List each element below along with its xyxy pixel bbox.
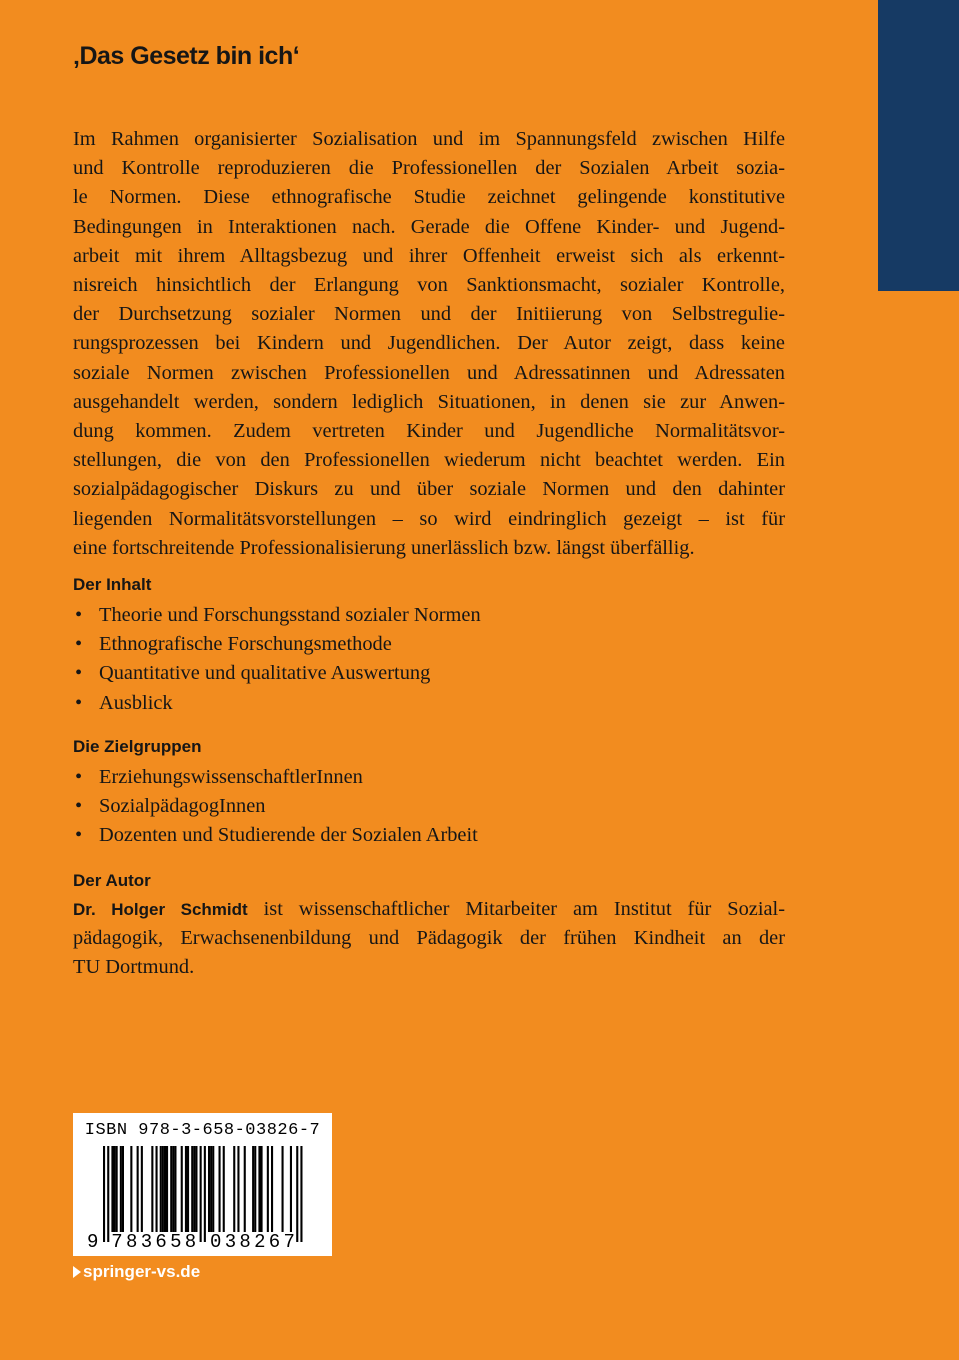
bullet-icon: • xyxy=(75,633,83,656)
barcode-bar xyxy=(114,1146,116,1232)
barcode-bar xyxy=(141,1146,143,1232)
barcode-bar xyxy=(252,1146,254,1232)
ean-digit: 6 xyxy=(268,1231,281,1253)
blue-corner-band xyxy=(878,0,959,291)
bullet-item xyxy=(73,763,478,792)
barcode-bar xyxy=(237,1146,239,1232)
bullet-text: Ausblick xyxy=(99,691,173,714)
barcode-bar xyxy=(174,1146,176,1232)
barcode-bar xyxy=(195,1146,197,1232)
ean-digit: 3 xyxy=(224,1231,237,1253)
barcode-bar xyxy=(219,1146,221,1232)
barcode-bar xyxy=(300,1146,302,1242)
author-heading: Der Autor xyxy=(73,871,151,890)
isbn-label: ISBN 978-3-658-03826-7 xyxy=(84,1121,321,1140)
barcode-bar xyxy=(181,1146,183,1232)
isbn-barcode xyxy=(73,1113,332,1256)
barcode-bar xyxy=(193,1146,195,1232)
abstract-line: stellungen, die von den Professionellen wiederum nicht beachtet werden. Ein xyxy=(73,449,785,472)
barcode-bar xyxy=(187,1146,189,1232)
abstract-line: eine fortschreitende Professionalisierung unerlässlich bzw. längst überfällig. xyxy=(73,536,695,559)
barcode-bar xyxy=(120,1146,122,1232)
author-bio-line: TU Dortmund. xyxy=(73,956,195,979)
barcode-bar xyxy=(130,1146,132,1232)
barcode-bar xyxy=(170,1146,172,1232)
ean-digit: 7 xyxy=(283,1231,295,1253)
abstract-line: liegenden Normalitätsvorstellungen – so wird eindringlich gezeigt – ist für xyxy=(73,507,785,530)
arrow-right-icon xyxy=(73,1266,81,1278)
abstract-line: nisreich hinsichtlich der Erlangung von Sanktionsmacht, sozialer Kontrolle, xyxy=(73,274,785,297)
bullet-text: Quantitative und qualitative Auswertung xyxy=(99,662,431,685)
contents-heading: Der Inhalt xyxy=(73,575,152,594)
abstract-line: le Normen. Diese ethnografische Studie zeichnet gelingende konstitutive xyxy=(73,186,785,209)
abstract-line: und Kontrolle reproduzieren die Professionellen der Sozialen Arbeit sozia- xyxy=(73,157,785,180)
barcode-bar xyxy=(111,1146,113,1232)
publisher-url: springer-vs.de xyxy=(83,1262,201,1281)
barcode-bar xyxy=(116,1146,118,1232)
ean-digit: 8 xyxy=(239,1231,251,1253)
bullet-item xyxy=(73,792,478,821)
bullet-text: Ethnografische Forschungsmethode xyxy=(99,633,392,656)
abstract-line: rungsprozessen bei Kindern und Jugendlichen. Der Autor zeigt, dass keine xyxy=(73,332,785,355)
ean-digit: 8 xyxy=(126,1231,138,1253)
barcode-bar xyxy=(160,1146,162,1232)
bullet-text: Dozenten und Studierende der Sozialen Arbeit xyxy=(99,824,478,847)
abstract-line: Bedingungen in Interaktionen nach. Gerade die Offene Kinder- und Jugend- xyxy=(73,215,785,238)
ean-digit: 8 xyxy=(184,1231,197,1253)
bullet-icon: • xyxy=(75,795,83,818)
bullet-icon: • xyxy=(75,766,83,788)
barcode-bar xyxy=(151,1146,153,1232)
barcode-bar xyxy=(267,1146,269,1232)
barcode-bar xyxy=(103,1146,105,1242)
bullet-item xyxy=(73,601,481,630)
abstract-line: dung kommen. Zudem vertreten Kinder und Jugendliche Normalitätsvor- xyxy=(73,420,785,443)
author-bio-line: Dr. Holger Schmidt ist wissenschaftlicher Mitarbeiter am Institut für Sozial- xyxy=(73,898,785,920)
barcode-bar xyxy=(156,1146,158,1232)
target-groups-heading: Die Zielgruppen xyxy=(73,737,202,756)
ean-digit: 2 xyxy=(254,1231,266,1253)
bullet-item xyxy=(73,659,481,688)
barcode-bar xyxy=(122,1146,124,1232)
barcode-bar xyxy=(210,1146,212,1232)
publisher-link[interactable] xyxy=(73,1262,200,1282)
abstract-line: arbeit mit ihrem Alltagsbezug und ihrer Offenheit erweist sich als erkennt- xyxy=(73,244,785,267)
barcode-bar xyxy=(204,1146,206,1242)
abstract-line: ausgehandelt werden, sondern lediglich Situationen, in denen sie zur Anwen- xyxy=(73,390,785,413)
barcode-bar xyxy=(164,1146,166,1232)
ean-digit: 5 xyxy=(170,1231,182,1253)
bullet-icon: • xyxy=(75,662,83,685)
barcode-bar xyxy=(261,1146,263,1232)
barcode-bar xyxy=(107,1146,109,1242)
bullet-item xyxy=(73,821,478,850)
author-bio-line: pädagogik, Erwachsenenbildung und Pädagogik der frühen Kindheit an der xyxy=(73,927,785,950)
abstract-line: der Durchsetzung sozialer Normen und der Initiierung von Selbstregulie- xyxy=(73,303,785,326)
barcode-bar xyxy=(254,1146,256,1232)
barcode-bar xyxy=(282,1146,284,1232)
barcode-bar xyxy=(233,1146,235,1232)
ean-digit: 6 xyxy=(155,1231,167,1253)
bullet-item xyxy=(73,689,481,718)
bullet-icon: • xyxy=(75,604,83,626)
barcode-bar xyxy=(208,1146,210,1232)
barcode-bar xyxy=(212,1146,214,1232)
abstract-line: sozialpädagogischer Diskurs zu und über soziale Normen und den dahinter xyxy=(73,478,785,501)
target-groups-list xyxy=(73,763,478,851)
barcode-bar xyxy=(223,1146,225,1232)
ean-digit: 7 xyxy=(111,1231,123,1253)
barcode-bar xyxy=(244,1146,246,1232)
barcode-bar xyxy=(296,1146,298,1242)
barcode-bar xyxy=(166,1146,168,1232)
bullet-text: Theorie und Forschungsstand sozialer Normen xyxy=(99,604,481,626)
barcode-bar xyxy=(137,1146,139,1232)
author-bio xyxy=(73,895,785,983)
contents-list xyxy=(73,601,481,718)
book-title: ‚Das Gesetz bin ich‘ xyxy=(73,42,300,70)
bullet-text: ErziehungswissenschaftlerInnen xyxy=(99,766,363,788)
ean-digit: 3 xyxy=(140,1231,153,1253)
barcode-bar xyxy=(200,1146,202,1242)
barcode-bar xyxy=(185,1146,187,1232)
bullet-icon: • xyxy=(75,691,83,714)
abstract-line: Im Rahmen organisierter Sozialisation und im Spannungsfeld zwischen Hilfe xyxy=(73,128,785,150)
abstract-line: soziale Normen zwischen Professionellen und Adressatinnen und Adressaten xyxy=(73,361,785,384)
barcode-bar xyxy=(172,1146,174,1232)
ean-digit: 0 xyxy=(210,1231,222,1253)
barcode-bar xyxy=(271,1146,273,1232)
bullet-text: SozialpädagogInnen xyxy=(99,795,266,818)
barcode-bar xyxy=(258,1146,260,1232)
barcode-bar xyxy=(162,1146,164,1232)
barcode-bar xyxy=(290,1146,292,1232)
bullet-icon: • xyxy=(75,824,83,847)
abstract-text xyxy=(73,125,785,563)
ean-digit: 9 xyxy=(87,1231,99,1253)
author-name: Dr. Holger Schmidt xyxy=(73,900,248,919)
barcode-bar xyxy=(191,1146,193,1232)
bullet-item xyxy=(73,630,481,659)
